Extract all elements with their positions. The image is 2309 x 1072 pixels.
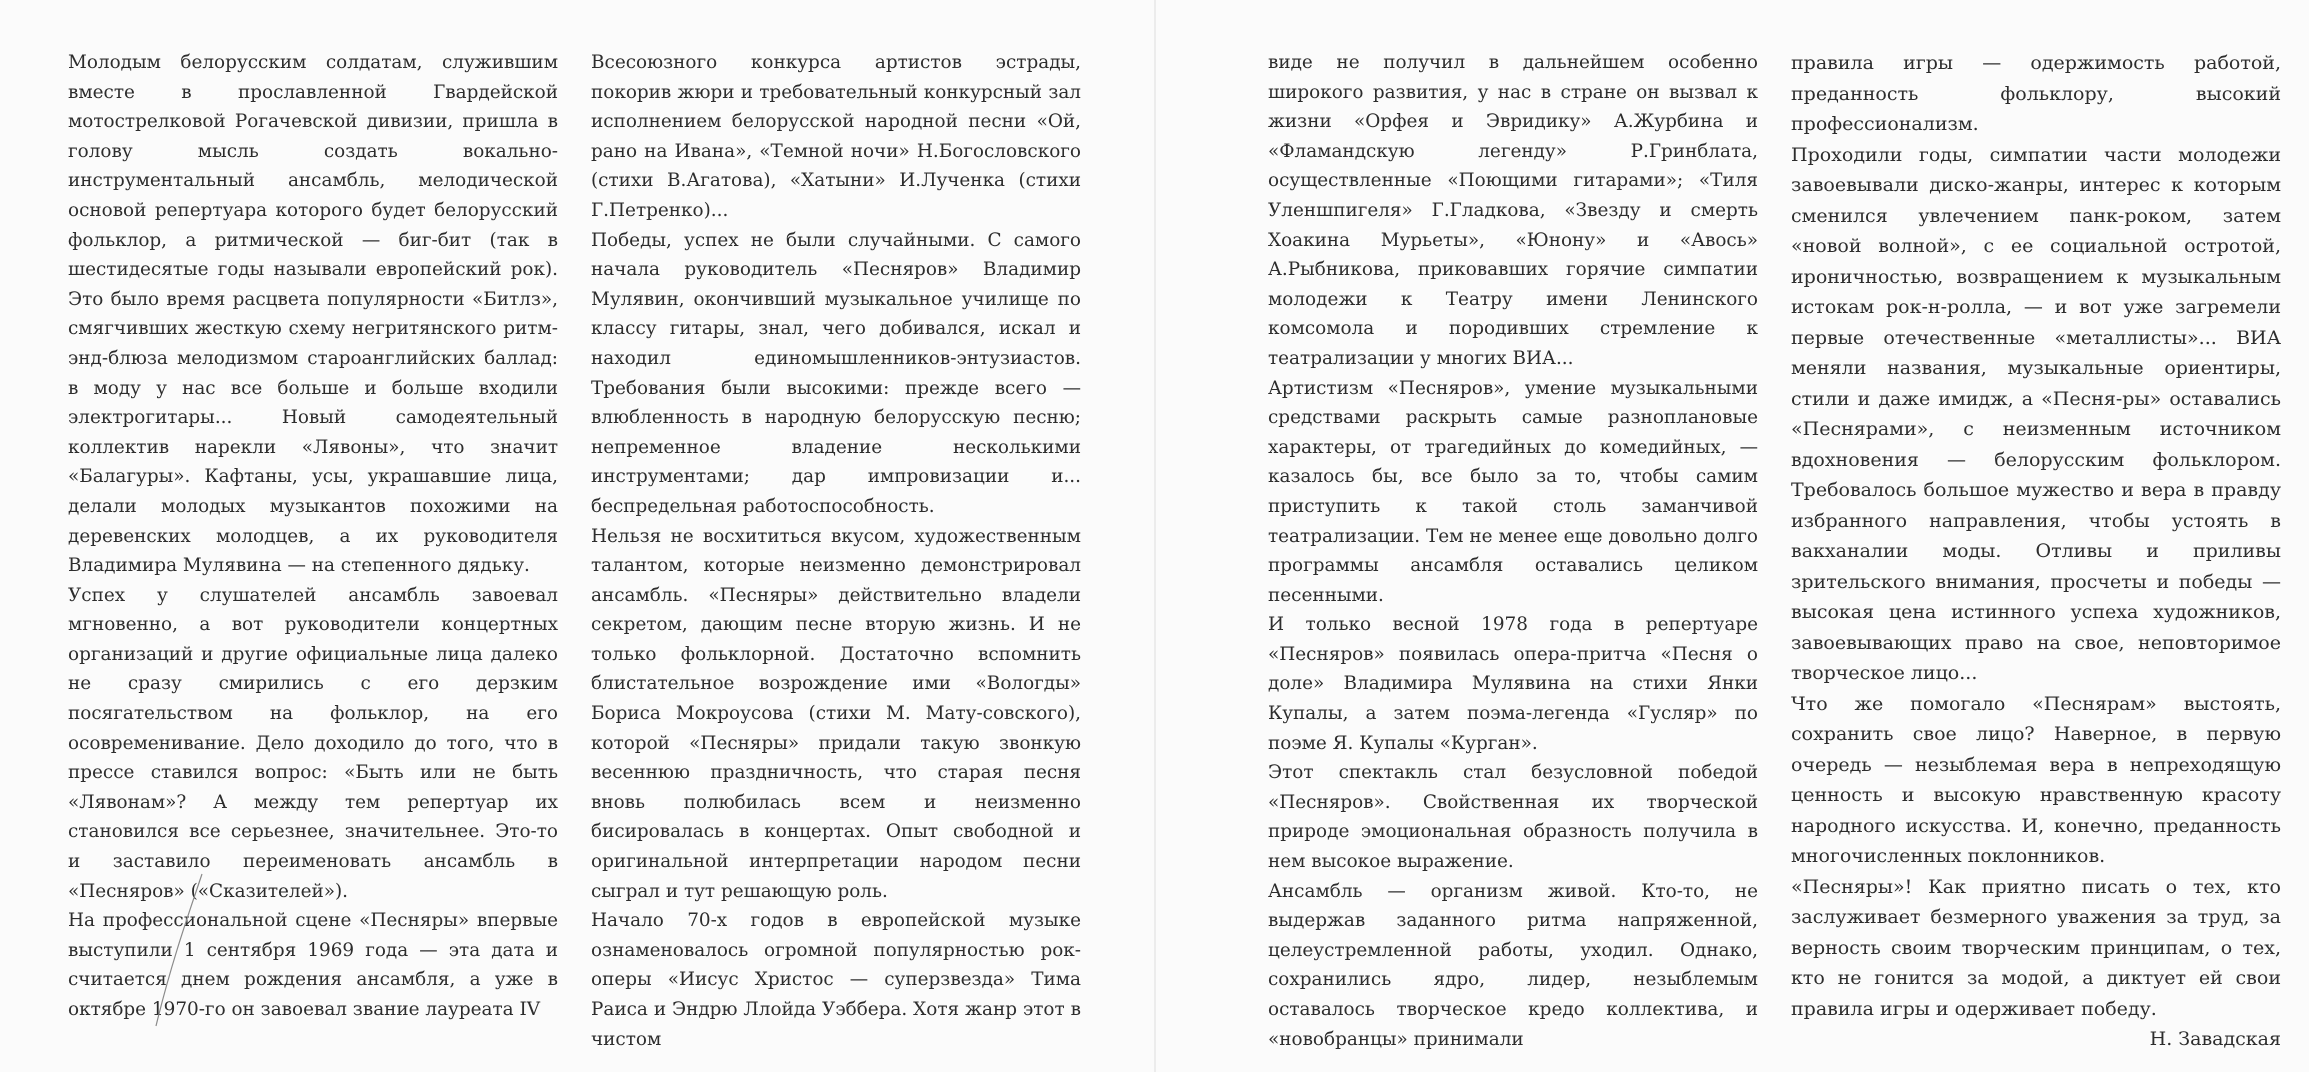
paragraph: Этот спектакль стал безусловной победой «Песняров». Свойственная их творческой природе эмоциональная образность получила в нем высокое выражение. xyxy=(1268,762,1758,873)
paragraph: Победы, успех не были случайными. С самого начала руководитель «Песняров» Владимир Мулявин, окончивший музыкальное училище по классу гитары, знал, чего добивался, искал и находил единомышленников-энтузиастов. Требования были высокими: прежде всего — влюбленность в народную белорусскую песню; непременное владение несколькими инструментами; дар импровизации и... беспредельная работоспособность. xyxy=(591,229,1081,517)
paragraph: На профессиональной сцене «Песняры» впервые выступили 1 сентября 1969 года — эта дата и считается днем рождения ансамбля, а уже в октябре 1970-го он завоевал звание лауреата IV xyxy=(68,910,558,1020)
paragraph: Ансамбль — организм живой. Кто-то, не выдержав заданного ритма напряженной, целеустремленной работы, уходил. Однако, сохранились ядро, лидер, незыблемым оставалось творческое кредо коллектива, и «новобранцы» принимали xyxy=(1268,880,1758,1050)
page-fold xyxy=(1154,0,1156,1072)
text-column-1 xyxy=(68,48,558,1025)
paragraph: правила игры — одержимость работой, преданность фольклору, высокий профессионализм. xyxy=(1791,52,2281,135)
paragraph: Молодым белорусским солдатам, служившим вместе в прославленной Гвардейской мотострелковой Рогачевской дивизии, пришла в голову мысль создать вокально-инструментальный ансамбль, мелодической основой репертуара которого будет белорусский фольклор, а ритмической — биг-бит (так в шестидесятые годы называли европейский рок). Это было время расцвета популярности «Битлз», смягчивших жесткую схему негритянского ритм-энд-блюза мелодизмом староанглийских баллад: в моду у нас все больше и больше входили электрогитары... Новый самодеятельный коллектив нарекли «Лявоны», что значит «Балагуры». Кафтаны, усы, украшавшие лица, делали молодых музыкантов похожими на деревенских молодцев, а их руководителя Владимира Мулявина — на степенного дядьку. xyxy=(68,52,558,577)
paragraph: Артистизм «Песняров», умение музыкальными средствами раскрыть самые разноплановые характеры, от трагедийных до комедийных, — казалось бы, все было за то, чтобы самим приступить к такой столь заманчивой театрализации. Тем не менее еще довольно долго программы ансамбля оставались целиком песенными. xyxy=(1268,377,1758,606)
paragraph: Проходили годы, симпатии части молодежи завоевывали диско-жанры, интерес к которым сменился увлечением панк-роком, затем «новой волной», с ее социальной остротой, ироничностью, возвращением к музыкальным истокам рок-н-ролла, — и вот уже загремели первые отечественные «металлисты»... ВИА меняли названия, музыкальные ориентиры, стили и даже имидж, а «Песня-ры» оставались «Песнярами», с неизменным источником вдохновения — белорусским фольклором. Требовалось большое мужество и вера в правду избранного направления, чтобы устоять в вакханалии моды. Отливы и приливы зрительского внимания, просчеты и победы — высокая цена истинного успеха художников, завоевывающих право на свое, неповторимое творческое лицо... xyxy=(1791,143,2281,684)
text-column-4 xyxy=(1791,48,2281,1055)
paragraph: Нельзя не восхититься вкусом, художественным талантом, которые неизменно демонстрировал ансамбль. «Песняры» действительно владели секретом, дающим песне вторую жизнь. И не только фольклорной. Достаточно вспомнить блистательное возрождение ими «Вологды» Бориса Мокроусова (стихи М. Мату-совского), которой «Песняры» придали такую звонкую весеннюю праздничность, что старая песня вновь полюбилась всем и неизменно бисировалась в концертах. Опыт свободной и оригинальной интерпретации народом песни сыграл и тут решающую роль. xyxy=(591,525,1081,902)
text-column-3 xyxy=(1268,48,1758,1054)
paragraph: «Песняры»! Как приятно писать о тех, кто заслуживает безмерного уважения за труд, за верность своим творческим принципам, о тех, кто не гонится за модой, а диктует ей свои правила игры и одерживает победу. xyxy=(1791,875,2281,1020)
paragraph: Всесоюзного конкурса артистов эстрады, покорив жюри и требовательный конкурсный зал исполнением белорусской народной песни «Ой, рано на Ивана», «Темной ночи» Н.Богословского (стихи В.Агатова), «Хатыни» И.Лученка (стихи Г.Петренко)... xyxy=(591,52,1081,221)
pen-stroke-mark xyxy=(150,870,210,1030)
text-column-2 xyxy=(591,48,1081,1054)
author-signature: Н. Завадская xyxy=(2149,1028,2281,1050)
paragraph: Начало 70-х годов в европейской музыке ознаменовалось огромной популярностью рок-оперы «Иисус Христос — суперзвезда» Тима Раиса и Эндрю Ллойда Уэббера. Хотя жанр этот в чистом xyxy=(591,910,1081,1050)
paragraph: Что же помогало «Песнярам» выстоять, сохранить свое лицо? Наверное, в первую очередь — незыблемая вера в непреходящую ценность и высокую нравственную красоту народного искусства. И, конечно, преданность многочисленных поклонников. xyxy=(1791,692,2281,867)
paragraph: Успех у слушателей ансамбль завоевал мгновенно, а вот руководители концертных организаций и другие официальные лица далеко не сразу смирились с его дерзким посягательством на фольклор, на его осовременивание. Дело доходило до того, что в прессе ставился вопрос: «Быть или не быть «Лявонам»? А между тем репертуар их становился все серьезнее, значительнее. Это-то и заставило переименовать ансамбль в «Песняров» («Сказителей»). xyxy=(68,584,558,902)
paragraph: И только весной 1978 года в репертуаре «Песняров» появилась опера-притча «Песня о доле» Владимира Мулявина на стихи Янки Купалы, а затем поэма-легенда «Гусляр» по поэме Я. Купалы «Курган». xyxy=(1268,614,1758,754)
paragraph: виде не получил в дальнейшем особенно широкого развития, у нас в стране он вызвал к жизни «Орфея и Эвридику» А.Журбина и «Фламандскую легенду» Р.Гринблата, осуществленные «Поющими гитарами»; «Тиля Уленшпигеля» Г.Гладкова, «Звезду и смерть Хоакина Мурьеты», «Юнону» и «Авось» А.Рыбникова, приковавших горячие симпатии молодежи к Театру имени Ленинского комсомола и породивших стремление к театрализации у многих ВИА... xyxy=(1268,52,1758,369)
